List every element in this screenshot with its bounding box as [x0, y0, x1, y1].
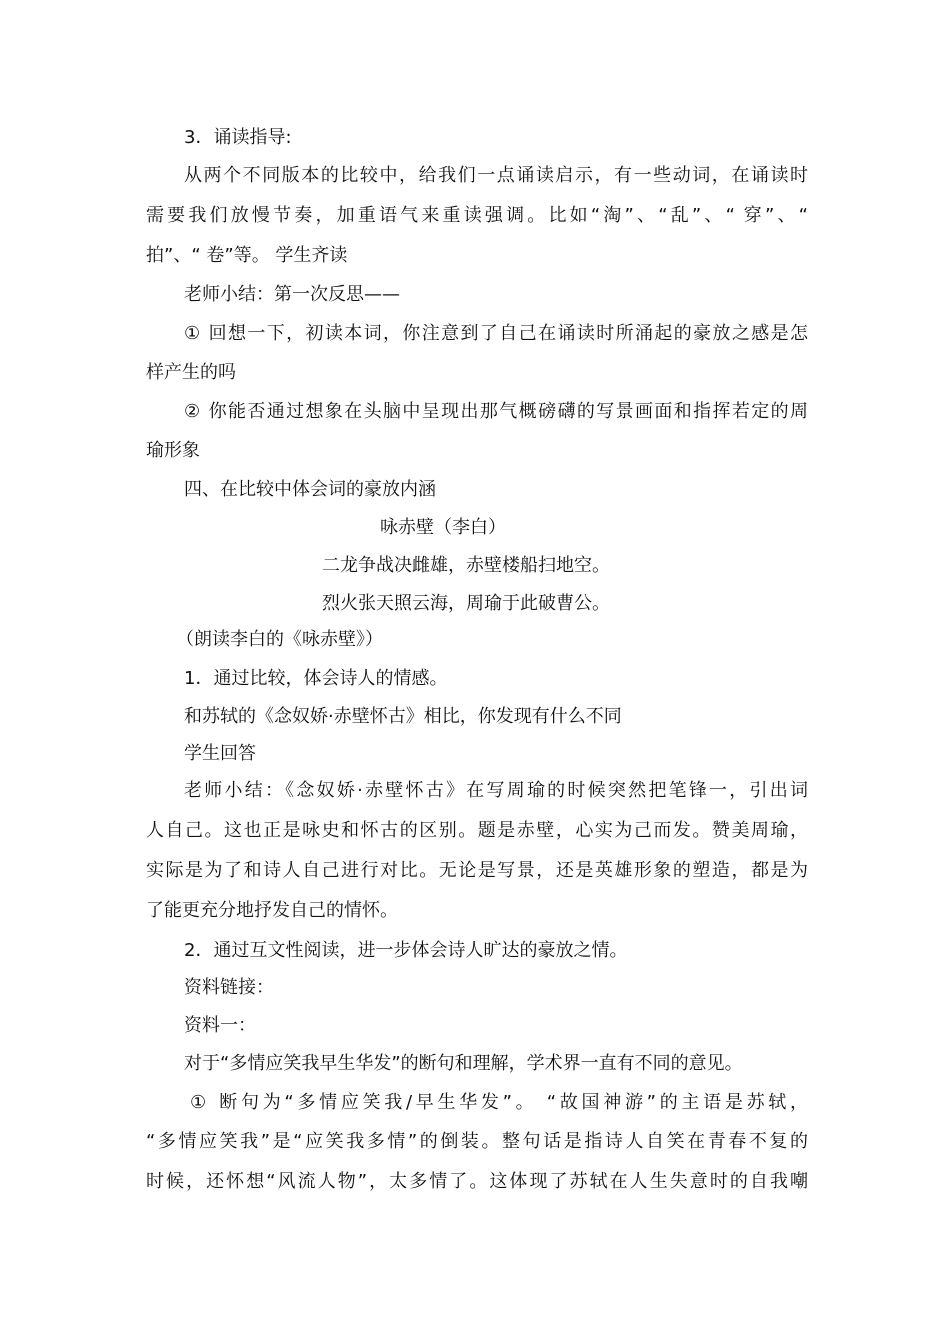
text-line: 瑜形象 [146, 440, 200, 461]
text-line: 实际是为了和诗人自己进行对比。无论是写景，还是英雄形象的塑造，都是为 [146, 860, 808, 881]
text-line: 从两个不同版本的比较中，给我们一点诵读启示，有一些动词，在诵读时 [184, 165, 808, 186]
poem-line: 烈火张天照云海，周瑜于此破曹公。 [322, 593, 610, 614]
text-line: 需要我们放慢节奏，加重语气来重读强调。比如“淘”、“乱”、“ 穿”、“ [146, 205, 808, 226]
text-line: 了能更充分地抒发自己的情怀。 [146, 900, 398, 921]
text-line: 时候，还怀想“风流人物”，太多情了。这体现了苏轼在人生失意时的自我嘲 [146, 1171, 808, 1192]
text-line: 资料一： [184, 1015, 256, 1036]
section-heading: 四、在比较中体会词的豪放内涵 [184, 479, 436, 500]
text-line: 2．通过互文性阅读，进一步体会诗人旷达的豪放之情。 [184, 940, 628, 961]
text-line: 拍”、“ 卷”等。 学生齐读 [146, 245, 348, 266]
text-line: 样产生的吗 [146, 362, 236, 383]
text-line: 老师小结：《念奴娇·赤壁怀古》在写周瑜的时候突然把笔锋一，引出词 [184, 780, 808, 801]
text-line: 人自己。这也正是咏史和怀古的区别。题是赤壁，心实为己而发。赞美周瑜， [146, 820, 808, 841]
poem-title: 咏赤壁（李白） [380, 517, 506, 538]
text-line: 和苏轼的《念奴娇·赤壁怀古》相比，你发现有什么不同 [184, 706, 622, 727]
poem-line: 二龙争战决雌雄，赤壁楼船扫地空。 [322, 555, 610, 576]
text-line: 老师小结：第一次反思—— [184, 284, 400, 305]
text-line: “多情应笑我”是“应笑我多情”的倒装。整句话是指诗人自笑在青春不复的 [146, 1131, 808, 1152]
text-line: 资料链接： [184, 977, 274, 998]
text-line: （朗读李白的《咏赤壁》） [176, 629, 383, 650]
text-line: 3．诵读指导: [184, 127, 292, 148]
text-line: ② 你能否通过想象在头脑中呈现出那气概磅礴的写景画面和指挥若定的周 [184, 401, 808, 422]
text-line: 学生回答 [184, 743, 256, 764]
text-line: 1．通过比较，体会诗人的情感。 [184, 668, 448, 689]
text-line: 对于“多情应笑我早生华发”的断句和理解，学术界一直有不同的意见。 [184, 1053, 743, 1074]
text-line: ① 回想一下，初读本词，你注意到了自己在诵读时所涌起的豪放之感是怎 [184, 323, 808, 344]
text-line: ① 断句为“多情应笑我/早生华发”。 “故国神游”的主语是苏轼， [190, 1092, 808, 1113]
